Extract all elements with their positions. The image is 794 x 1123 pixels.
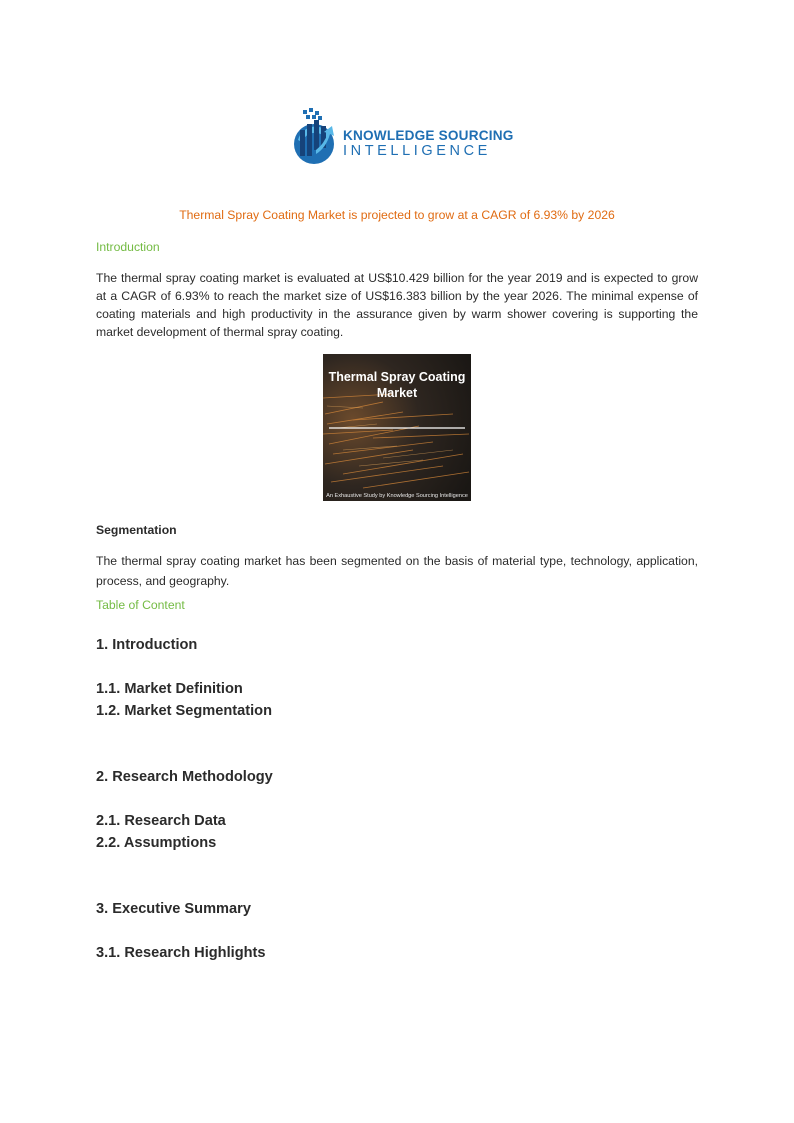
toc-item: 2.1. Research Data — [96, 813, 226, 829]
report-cover-image — [323, 354, 471, 501]
logo-mark-icon — [290, 104, 342, 166]
cover-title-line1: Thermal Spray Coating — [328, 370, 466, 384]
toc-heading: Table of Content — [96, 598, 185, 612]
segmentation-paragraph: The thermal spray coating market has been segmented on the basis of material type, technology, application, process, and geography. — [96, 554, 698, 588]
toc-item: 1.1. Market Definition — [96, 681, 243, 697]
toc-item: 1.2. Market Segmentation — [96, 703, 272, 719]
toc-item: 3.1. Research Highlights — [96, 945, 266, 961]
segmentation-heading: Segmentation — [96, 523, 177, 537]
document-title: Thermal Spray Coating Market is projected to grow at a CAGR of 6.93% by 2026 — [179, 208, 615, 222]
logo-text-line2: INTELLIGENCE — [343, 143, 491, 159]
toc-item: 2.2. Assumptions — [96, 835, 217, 851]
introduction-heading: Introduction — [96, 240, 160, 254]
company-logo — [290, 104, 514, 166]
introduction-paragraph: The thermal spray coating market is evaluated at US$10.429 billion for the year 2019 and is expected to grow at a CAGR of 6.93% to reach the market size of US$16.383 billion by the year 2026. The minimal expense of coating materials and high productivity in the assurance given by warm shower covering is supporting the market development of thermal spray coating. — [96, 271, 698, 339]
cover-title-line2: Market — [376, 386, 418, 400]
toc-item: 2. Research Methodology — [96, 769, 273, 785]
toc-item: 1. Introduction — [96, 637, 198, 653]
toc-item: 3. Executive Summary — [96, 901, 251, 917]
logo-text-line1: KNOWLEDGE SOURCING — [343, 128, 514, 143]
cover-footer: An Exhaustive Study by Knowledge Sourcing Intelligence — [326, 493, 468, 499]
